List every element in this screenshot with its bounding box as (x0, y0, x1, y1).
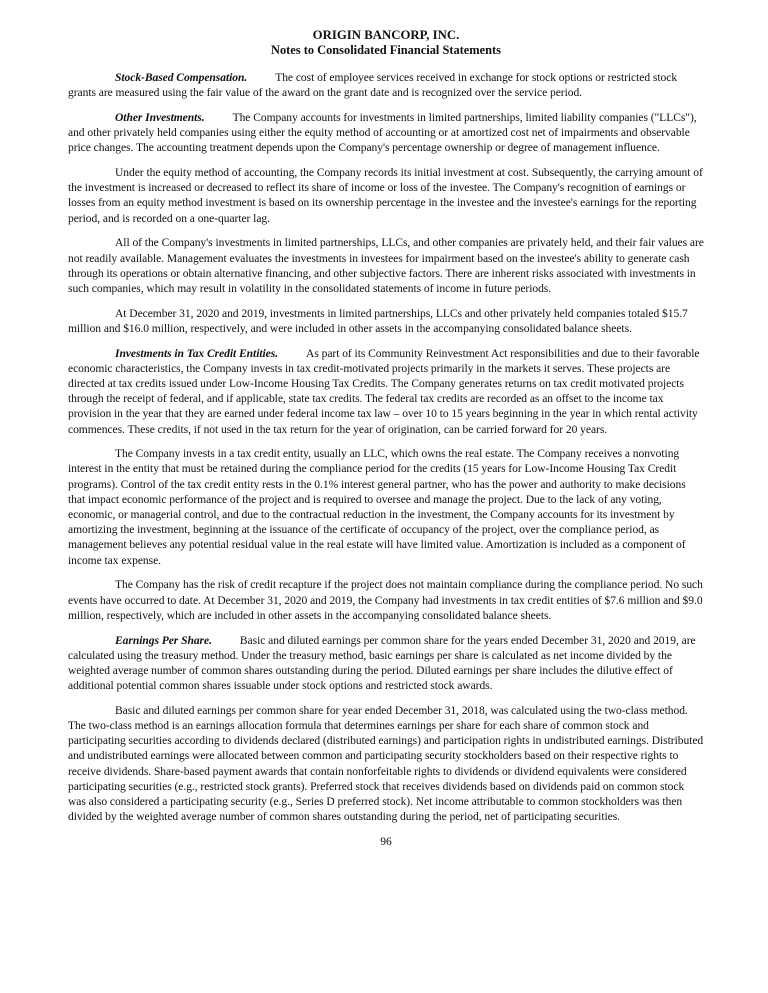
section-heading-other-investments: Other Investments. (115, 111, 205, 124)
paragraph-text: The Company accounts for investments in limited partnerships, limited liability companies ("LLCs"), and other privately held companies using either the equity method of accounting or at amortized cost net of impairments and observable price changes. The accounting treatment depends upon the Company's percentage ownership or degree of management influence. (68, 111, 697, 155)
paragraph-privately-held-investments (68, 236, 704, 297)
page-number: 96 (380, 835, 392, 848)
paragraph-text: Basic and diluted earnings per common share for the years ended December 31, 2020 and 2019, are calculated using the treasury method. Under the treasury method, basic earnings per share is calculated as net income divided by the weighted average number of common shares outstanding during the period. Diluted earnings per share includes the dilutive effect of additional potential common shares issuable under stock options and restricted stock awards. (68, 634, 696, 693)
paragraph-two-class-method (68, 704, 704, 826)
paragraph-stock-based-compensation (68, 71, 704, 101)
section-heading-tax-credit-entities: Investments in Tax Credit Entities. (115, 347, 279, 360)
paragraph-text: The Company has the risk of credit recapture if the project does not maintain compliance during the compliance period. No such events have occurred to date. At December 31, 2020 and 2019, the Company had investments in tax credit entities of $7.6 million and $9.0 million, respectively, which are included in other assets in the accompanying consolidated balance sheets. (68, 579, 703, 622)
paragraph-earnings-per-share (68, 634, 704, 695)
paragraph-other-investments (68, 111, 704, 157)
page-header (68, 28, 704, 58)
paragraph-text: Basic and diluted earnings per common share for year ended December 31, 2018, was calculated using the two-class method. The two-class method is an earnings allocation formula that determines earnings per share for each share of common stock and participating securities according to dividends declared (distributed earnings) and participation rights in undistributed earnings. Distributed and undistributed earnings were allocated between common and participating security stockholders based on their respective rights to receive dividends. Share-based payment awards that contain nonforfeitable rights to dividends or dividend equivalents were considered participating securities (e.g., restricted stock grants). Preferred stock that receives dividends based on dividends paid on common stock was also considered a participating security (e.g., Series D preferred stock). Net income attributable to common stockholders was then divided by the weighted average number of common shares outstanding during the period, net of participating securities. (68, 704, 704, 824)
paragraph-text: The Company invests in a tax credit entity, usually an LLC, which owns the real estate. The Company receives a nonvoting interest in the entity that must be retained during the compliance period for the credits (15 years for Low-Income Housing Tax Credit programs). Control of the tax credit entity rests in the 0.1% interest general partner, who has the power and authority to make decisions that impact economic performance of the project and is required to oversee and manage the project. Due to the lack of any voting, economic, or managerial control, and due to the contractual reduction in the investment, the Company accounts for its investment by amortizing the investment, beginning at the issuance of the certificate of occupancy of the project, over the compliance period, as management believes any potential residual value in the real estate will have limited value. Amortization is included as a component of income tax expense. (68, 448, 686, 567)
paragraph-tax-credit-llc (68, 447, 704, 569)
section-heading-earnings-per-share: Earnings Per Share. (115, 634, 212, 647)
document-page (68, 28, 704, 850)
paragraph-equity-method (68, 166, 704, 227)
section-heading-stock-based-compensation: Stock-Based Compensation. (115, 72, 248, 84)
company-name: ORIGIN BANCORP, INC. (312, 28, 460, 42)
paragraph-investment-totals (68, 307, 704, 337)
paragraph-text: At December 31, 2020 and 2019, investments in limited partnerships, LLCs and other privately held companies totaled $15.7 million and $16.0 million, respectively, and were included in other assets in the accompanying consolidated balance sheets. (68, 307, 688, 335)
paragraph-text: As part of its Community Reinvestment Act responsibilities and due to their favorable economic characteristics, the Company invests in tax credit-motivated projects primarily in the markets it serves. These projects are directed at tax credits issued under Low-Income Housing Tax Credits. The Company generates returns on tax credit motivated projects through the receipt of federal, and if applicable, state tax credits. The federal tax credits are recorded as an offset to the income tax provision in the year that they are earned under federal income tax law – over 10 to 15 years beginning in the year in which rental activity commences. These credits, if not used in the tax return for the year of origination, can be carried forward for 20 years. (68, 347, 700, 436)
paragraph-tax-credit-entities (68, 347, 704, 438)
document-subtitle: Notes to Consolidated Financial Statements (271, 43, 501, 57)
paragraph-text: All of the Company's investments in limited partnerships, LLCs, and other companies are privately held, and their fair values are not readily available. Management evaluates the investments in investees for impairment based on the investee's ability to generate cash through its operations or obtain alternative financing, and other subjective factors. There are inherent risks associated with investments in such companies, which may result in volatility in the consolidated statements of income in future periods. (68, 237, 704, 295)
paragraph-text: Under the equity method of accounting, the Company records its initial investment at cost. Subsequently, the carrying amount of the investment is increased or decreased to reflect its share of income or loss of the investee. The Company's recognition of earnings or losses from an equity method investment is based on its ownership percentage in the investee and the investee's earnings for the reporting period, and is recorded on a one-quarter lag. (68, 167, 703, 225)
paragraph-text: The cost of employee services received in exchange for stock options or restricted stock grants are measured using the fair value of the award on the grant date and is recognized over the service period. (68, 72, 678, 100)
paragraph-credit-recapture (68, 578, 704, 624)
